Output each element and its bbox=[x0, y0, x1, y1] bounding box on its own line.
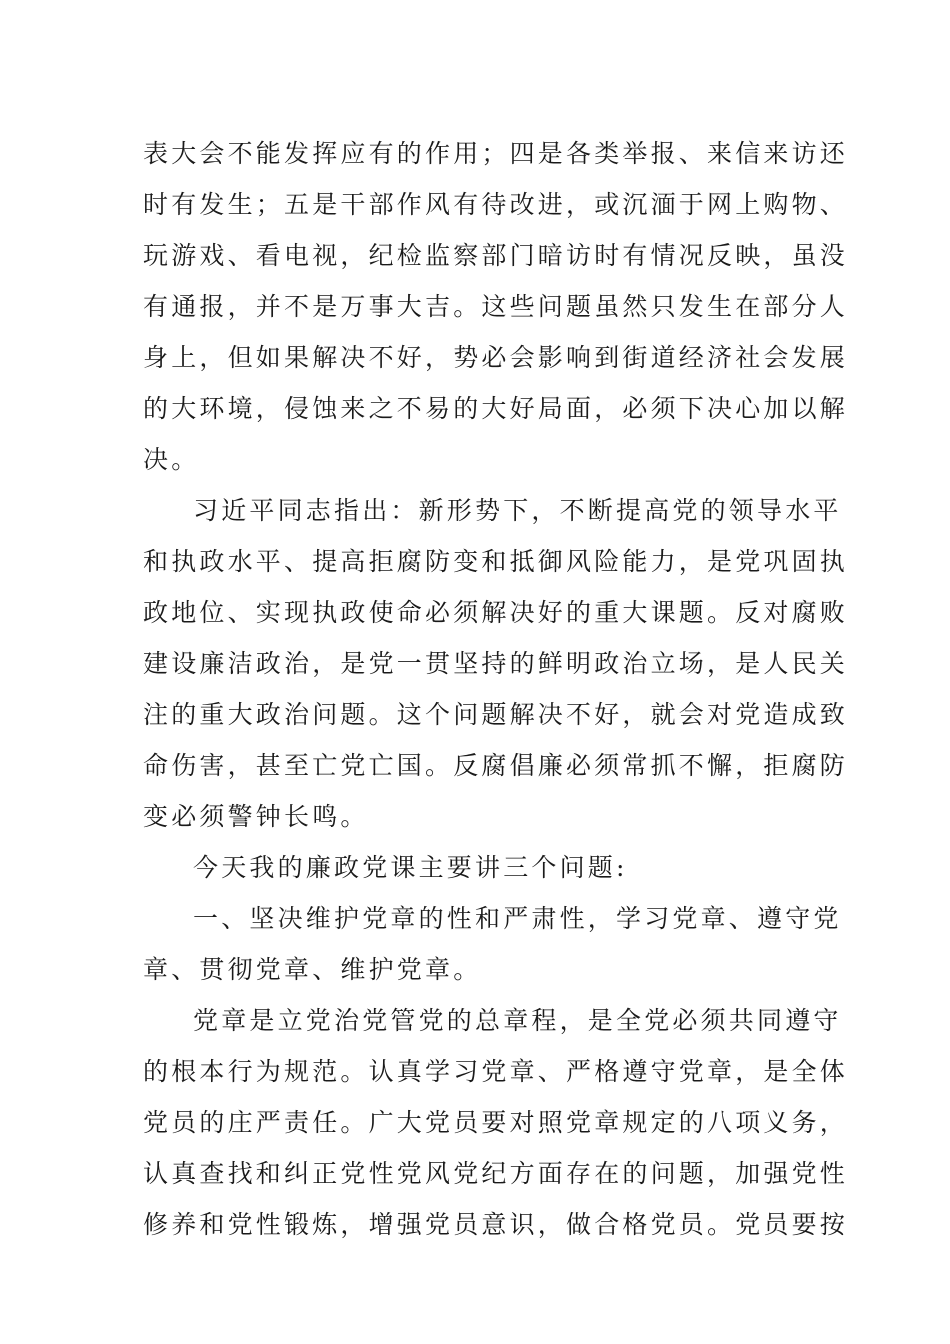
text-line: 注的重大政治问题。这个问题解决不好，就会对党造成致 bbox=[143, 700, 849, 729]
paragraph bbox=[143, 842, 808, 893]
text-line: 的根本行为规范。认真学习党章、严格遵守党章，是全体 bbox=[143, 1057, 849, 1086]
text-line: 和执政水平、提高拒腐防变和抵御风险能力，是党巩固执 bbox=[143, 547, 849, 576]
text-line: 决。 bbox=[143, 445, 200, 474]
text-line: 变必须警钟长鸣。 bbox=[143, 802, 369, 831]
text-line: 认真查找和纠正党性党风党纪方面存在的问题，加强党性 bbox=[143, 1159, 849, 1188]
paragraph bbox=[143, 128, 849, 485]
text-line: 修养和党性锻炼，增强党员意识，做合格党员。党员要按 bbox=[143, 1210, 849, 1239]
text-line: 有通报，并不是万事大吉。这些问题虽然只发生在部分人 bbox=[143, 292, 849, 321]
text-line: 建设廉洁政治，是党一贯坚持的鲜明政治立场，是人民关 bbox=[143, 649, 849, 678]
paragraph bbox=[143, 995, 849, 1250]
text-line: 时有发生；五是干部作风有待改进，或沉湎于网上购物、 bbox=[143, 190, 849, 219]
text-line: 章、贯彻党章、维护党章。 bbox=[143, 955, 482, 984]
paragraph bbox=[143, 485, 849, 842]
text-line: 的大环境，侵蚀来之不易的大好局面，必须下决心加以解 bbox=[143, 394, 849, 423]
text-line: 表大会不能发挥应有的作用；四是各类举报、来信来访还 bbox=[143, 139, 849, 168]
section-heading bbox=[143, 893, 842, 995]
text-line: 政地位、实现执政使命必须解决好的重大课题。反对腐败 bbox=[143, 598, 849, 627]
text-line: 玩游戏、看电视，纪检监察部门暗访时有情况反映，虽没 bbox=[143, 241, 849, 270]
text-line: 身上，但如果解决不好，势必会影响到街道经济社会发展 bbox=[143, 343, 849, 372]
document-body bbox=[143, 128, 849, 1250]
text-line: 党章是立党治党管党的总章程，是全党必须共同遵守 bbox=[193, 1006, 842, 1035]
text-line: 党员的庄严责任。广大党员要对照党章规定的八项义务， bbox=[143, 1108, 849, 1137]
text-line: 一、坚决维护党章的性和严肃性，学习党章、遵守党 bbox=[193, 904, 842, 933]
text-line: 命伤害，甚至亡党亡国。反腐倡廉必须常抓不懈，拒腐防 bbox=[143, 751, 849, 780]
text-line: 今天我的廉政党课主要讲三个问题: bbox=[193, 853, 628, 882]
text-line: 习近平同志指出：新形势下，不断提高党的领导水平 bbox=[193, 496, 842, 525]
